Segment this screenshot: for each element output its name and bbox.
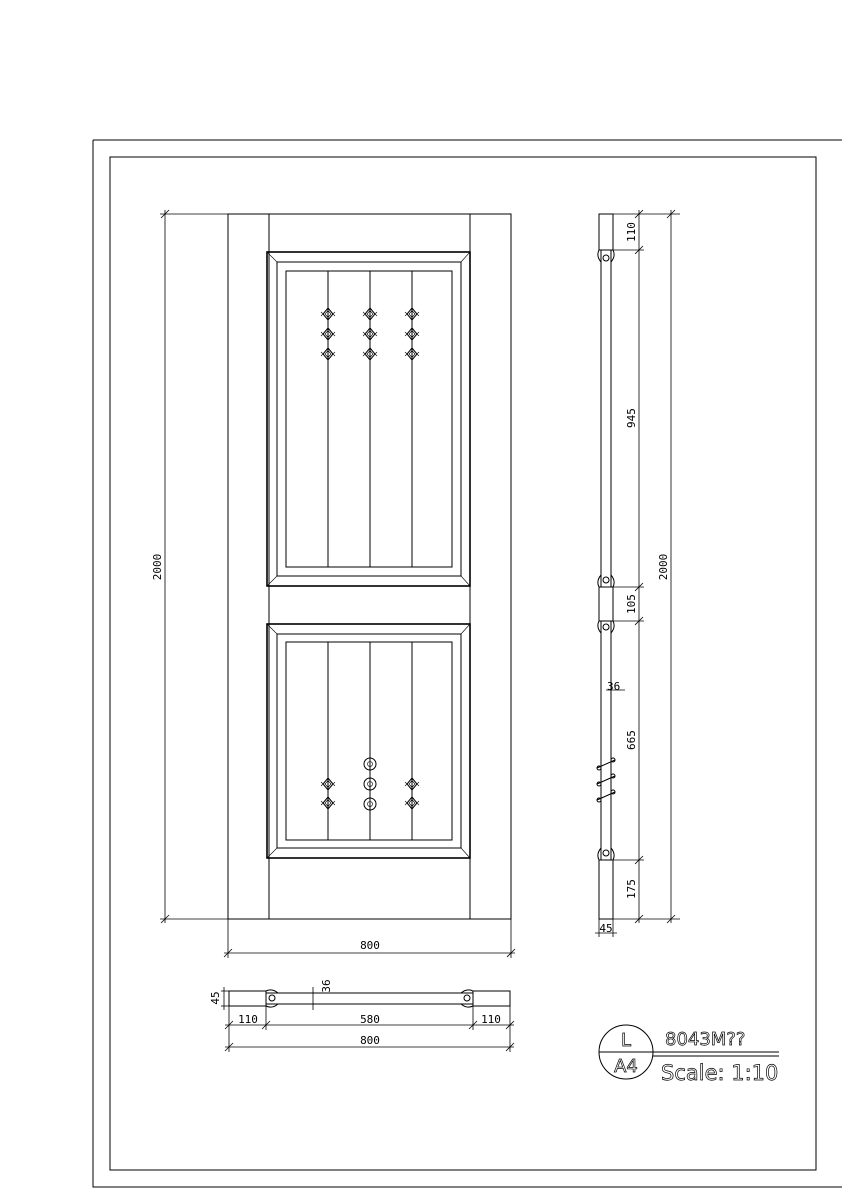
plan-thickness-label: 45 <box>209 991 222 1005</box>
vertical-section <box>595 210 680 937</box>
front-width-label: 800 <box>360 939 380 952</box>
section-panel-thickness-label: 36 <box>607 680 621 693</box>
plan-right-stile-label: 110 <box>481 1013 501 1026</box>
section-total-label: 2000 <box>657 553 670 581</box>
front-height-label: 2000 <box>151 553 164 581</box>
section-lower-panel-label: 665 <box>625 730 638 750</box>
upper-panel <box>267 252 470 586</box>
sheet-letter: L <box>620 1030 632 1051</box>
plan-panel-thickness-label: 36 <box>320 979 333 993</box>
section-upper-panel-label: 945 <box>625 408 638 428</box>
plan-panel-width-label: 580 <box>360 1013 380 1026</box>
front-height-dimension <box>160 210 228 923</box>
section-bottom-rail-label: 175 <box>625 879 638 899</box>
door-front-elevation <box>151 210 515 958</box>
section-mid-rail-label: 105 <box>625 594 638 614</box>
section-top-rail-label: 110 <box>625 222 638 242</box>
scale-label: Scale: 1:10 <box>661 1061 779 1085</box>
horizontal-section <box>209 979 514 1052</box>
plan-left-stile-label: 110 <box>238 1013 258 1026</box>
lower-panel <box>267 624 470 858</box>
paper-size: A4 <box>614 1056 638 1077</box>
section-door-thickness-label: 45 <box>599 922 613 935</box>
model-number: 8043M?? <box>665 1029 746 1050</box>
plan-total-width-label: 800 <box>360 1034 380 1047</box>
